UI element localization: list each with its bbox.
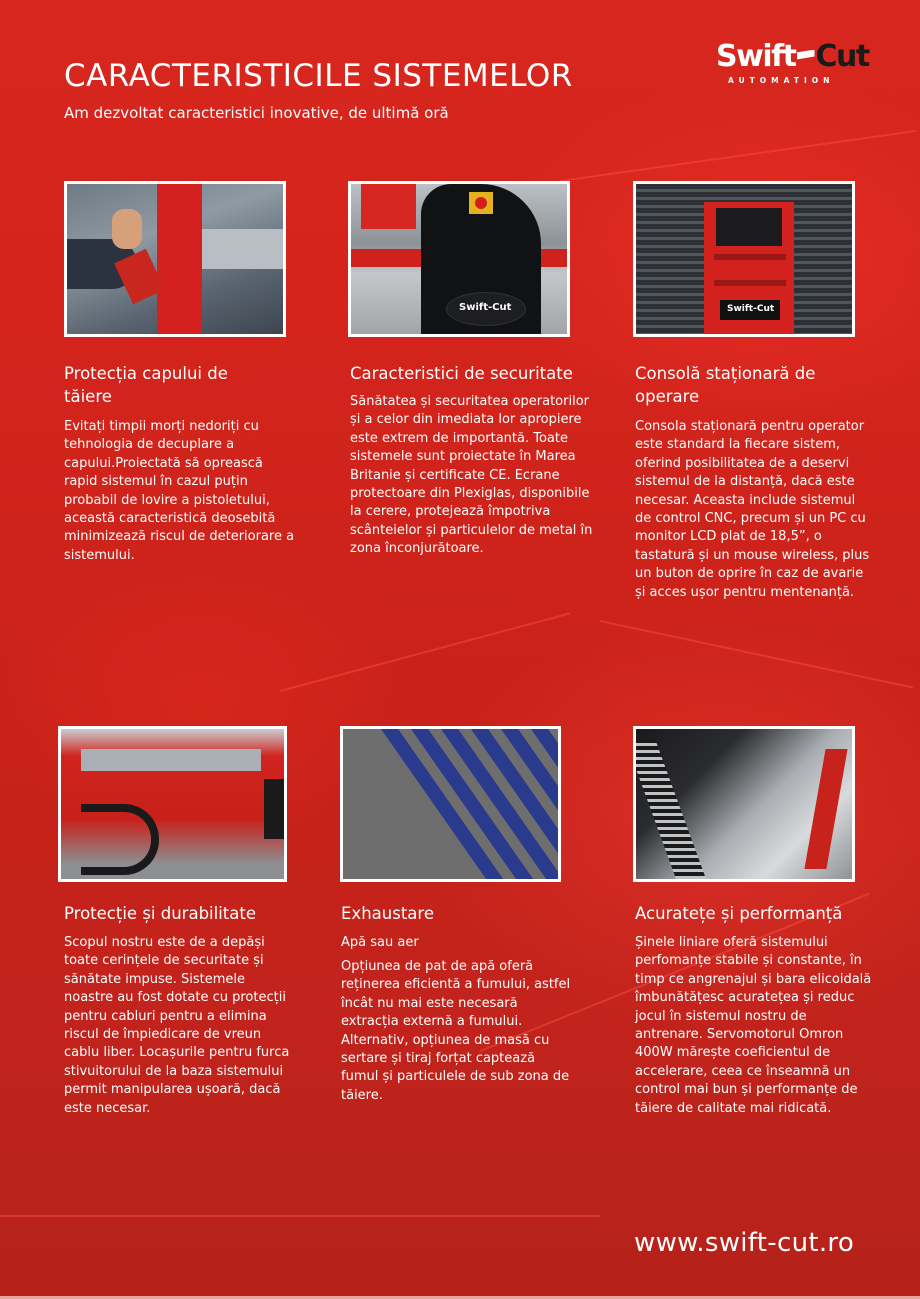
feature-body: Sănătatea și securitatea operatorilor și a celor din imediata lor apropiere este extrem de importantă. Toate sistemele sunt proiectate în Marea Britanie și certificate CE. Ecrane protectoare din Plexiglas, disponibile la cerere, protejează împotriva scânteielor și particulelor de metal în zona înconjurătoare. xyxy=(350,394,593,557)
page-title: CARACTERISTICILE SISTEMELOR xyxy=(64,58,573,94)
feature-image-cutting-head xyxy=(64,181,286,337)
feature-body: Scopul nostru este de a depăși toate cerințele de securitate și sănătate impuse. Sistemele noastre au fost dotate cu protecții pentru cabluri pentru a elimina riscul de împiedicare de vreun cablu liber. Locașurile pentru furca stivuitorului de la baza sistemului permit manipularea ușoară, dacă este necesar. xyxy=(64,935,290,1116)
feature-image-safety xyxy=(348,181,570,337)
feature-image-durability xyxy=(58,726,287,882)
image-brand-badge: Swift-Cut xyxy=(459,302,512,313)
operator-console-photo xyxy=(636,184,852,334)
logo-tagline: AUTOMATION xyxy=(728,76,835,85)
safety-guard-photo xyxy=(351,184,567,334)
feature-title: Protecție și durabilitate xyxy=(64,904,256,923)
logo-word-swift: Swift xyxy=(716,39,796,74)
background-spark-streak xyxy=(280,612,570,692)
feature-body: Opțiunea de pat de apă oferă reținerea eficientă a fumului, astfel încât nu mai este necesară extracția externă a fumului. Alternativ, opțiunea de masă cu sertare și tiraj forțat captează fumul și particulele de sub zona de tăiere. xyxy=(341,959,571,1103)
background-spark-streak xyxy=(0,1215,600,1217)
feature-title: Consolă staționară de operare xyxy=(635,364,816,406)
feature-image-accuracy xyxy=(633,726,855,882)
feature-title: Exhaustare xyxy=(341,904,434,923)
feature-image-exhaust xyxy=(340,726,561,882)
website-link[interactable]: www.swift-cut.ro xyxy=(634,1228,855,1258)
feature-subtitle: Apă sau aer xyxy=(341,935,419,950)
logo-word-cut: Cut xyxy=(815,39,869,74)
feature-title: Caracteristici de securitate xyxy=(350,364,573,383)
background-spark-streak xyxy=(560,130,917,182)
logo-slash-icon xyxy=(797,50,815,60)
image-brand-badge: Swift-Cut xyxy=(727,304,775,314)
page-subtitle: Am dezvoltat caracteristici inovative, de ultimă oră xyxy=(64,104,449,122)
cutting-table-photo xyxy=(343,729,558,879)
cable-protection-photo xyxy=(61,729,284,879)
feature-body: Șinele liniare oferă sistemului perfomanțe stabile și constante, în timp ce angrenajul și bara elicoidală îmbunătățesc acuratețea și reduc jocul în sistemul nostru de antrenare. Servomotorul Omron 400W mărește coeficientul de accelerare, ceea ce înseamnă un control mai bun și performanțe de tăiere de calitate mai ridicată. xyxy=(635,935,872,1116)
cutting-head-photo xyxy=(67,184,283,334)
swift-cut-logo xyxy=(716,40,876,92)
feature-body: Consola staționară pentru operator este standard la fiecare sistem, oferind posibilitatea de a deservi sistemul de la distanță, dacă este necesar. Aceasta include sistemul de control CNC, precum și un PC cu monitor LCD plat de 18,5”, o tastatură și un mouse wireless, plus un buton de oprire în caz de avarie și acces ușor pentru mentenanță. xyxy=(635,419,870,600)
feature-title: Protecția capului de tăiere xyxy=(64,364,228,406)
linear-rails-photo xyxy=(636,729,852,879)
background-spark-streak xyxy=(600,620,913,688)
emergency-stop-icon xyxy=(469,192,493,214)
feature-body: Evitați timpii morți nedoriți cu tehnologia de decuplare a capului.Proiectată să oprească rapid sistemul în cazul puțin probabil de lovire a pistoletului, această caracteristică deosebită minimizează riscul de deteriorare a sistemului. xyxy=(64,419,295,563)
feature-title: Acuratețe și performanță xyxy=(635,904,843,923)
feature-image-console xyxy=(633,181,855,337)
